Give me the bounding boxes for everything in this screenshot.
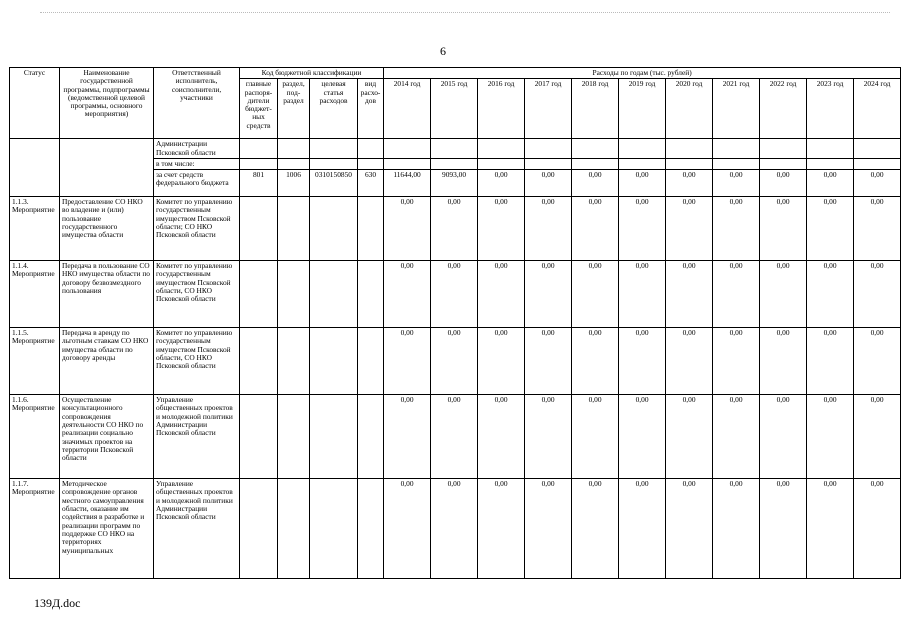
row-code-cell xyxy=(278,197,310,261)
row-value: 0,00 xyxy=(525,328,572,395)
row-value: 0,00 xyxy=(713,261,760,328)
federal-target: 0310150850 xyxy=(310,170,358,197)
col-year-2023: 2023 год xyxy=(807,79,854,139)
federal-value: 0,00 xyxy=(619,170,666,197)
row-value: 0,00 xyxy=(807,197,854,261)
row-value: 0,00 xyxy=(760,479,807,579)
row-value: 0,00 xyxy=(713,328,760,395)
row-value: 0,00 xyxy=(572,261,619,328)
row-name: Осуществление консультационного сопровождения деятельности СО НКО по реализации социально значимых проектов на территории Псковской области xyxy=(60,395,154,479)
federal-value: 0,00 xyxy=(713,170,760,197)
row-value: 0,00 xyxy=(572,479,619,579)
row-value: 0,00 xyxy=(807,479,854,579)
row-value: 0,00 xyxy=(807,261,854,328)
row-code-cell xyxy=(240,328,278,395)
including-label: в том числе: xyxy=(154,158,240,169)
federal-value: 0,00 xyxy=(525,170,572,197)
row-value: 0,00 xyxy=(760,197,807,261)
row-responsible: Управление общественных проектов и молодежной политики Администрации Псковской области xyxy=(154,479,240,579)
col-kind: вид расхо-дов xyxy=(358,79,384,139)
row-value: 0,00 xyxy=(384,261,431,328)
row-value: 0,00 xyxy=(760,261,807,328)
row-value: 0,00 xyxy=(619,328,666,395)
budget-table xyxy=(9,67,901,579)
row-value: 0,00 xyxy=(478,197,525,261)
row-value: 0,00 xyxy=(854,197,901,261)
row-value: 0,00 xyxy=(666,261,713,328)
header-row-1 xyxy=(10,68,901,79)
table-row xyxy=(10,479,901,579)
row-code-cell xyxy=(358,261,384,328)
row-status: 1.1.3. Мероприятие xyxy=(10,197,60,261)
federal-value: 0,00 xyxy=(478,170,525,197)
row-value: 0,00 xyxy=(572,328,619,395)
col-grbs: главные распоря-дители бюджет-ных средств xyxy=(240,79,278,139)
row-value: 0,00 xyxy=(854,479,901,579)
col-year-2019: 2019 год xyxy=(619,79,666,139)
row-responsible: Комитет по управлению государственным имуществом Псковской области; СО НКО Псковской области xyxy=(154,197,240,261)
row-code-cell xyxy=(278,328,310,395)
row-status: 1.1.7. Мероприятие xyxy=(10,479,60,579)
row-value: 0,00 xyxy=(572,197,619,261)
row-name: Передача в пользование СО НКО имущества области по договору безвозмездного пользования xyxy=(60,261,154,328)
row-value: 0,00 xyxy=(760,328,807,395)
federal-kind: 630 xyxy=(358,170,384,197)
col-year-2016: 2016 год xyxy=(478,79,525,139)
row-code-cell xyxy=(358,328,384,395)
row-value: 0,00 xyxy=(431,395,478,479)
row-value: 0,00 xyxy=(384,197,431,261)
row-status: 1.1.4. Мероприятие xyxy=(10,261,60,328)
row-value: 0,00 xyxy=(713,395,760,479)
row-status: 1.1.5. Мероприятие xyxy=(10,328,60,395)
federal-label: за счет средств федерального бюджета xyxy=(154,170,240,197)
row-value: 0,00 xyxy=(713,197,760,261)
top-border-line xyxy=(40,12,890,13)
row-responsible: Управление общественных проектов и молодежной политики Администрации Псковской области xyxy=(154,395,240,479)
table-row xyxy=(10,395,901,479)
table-row xyxy=(10,328,901,395)
table-row xyxy=(10,197,901,261)
federal-value: 11644,00 xyxy=(384,170,431,197)
row-value: 0,00 xyxy=(666,395,713,479)
federal-value: 9093,00 xyxy=(431,170,478,197)
row-code-cell xyxy=(310,197,358,261)
row-code-cell xyxy=(278,261,310,328)
row-value: 0,00 xyxy=(431,197,478,261)
row-code-cell xyxy=(310,328,358,395)
row-value: 0,00 xyxy=(384,328,431,395)
federal-value: 0,00 xyxy=(854,170,901,197)
row-value: 0,00 xyxy=(666,328,713,395)
table-row xyxy=(10,261,901,328)
row-value: 0,00 xyxy=(525,197,572,261)
row-value: 0,00 xyxy=(854,328,901,395)
row-value: 0,00 xyxy=(854,395,901,479)
row-code-cell xyxy=(310,261,358,328)
row-value: 0,00 xyxy=(478,328,525,395)
row-value: 0,00 xyxy=(431,479,478,579)
row-value: 0,00 xyxy=(807,328,854,395)
row-code-cell xyxy=(278,479,310,579)
row-code-cell xyxy=(310,479,358,579)
row-value: 0,00 xyxy=(525,479,572,579)
row-value: 0,00 xyxy=(619,395,666,479)
col-year-2017: 2017 год xyxy=(525,79,572,139)
row-status: 1.1.6. Мероприятие xyxy=(10,395,60,479)
row-value: 0,00 xyxy=(619,479,666,579)
row-code-cell xyxy=(358,395,384,479)
row-code-cell xyxy=(240,197,278,261)
col-target: целевая статья расходов xyxy=(310,79,358,139)
row-value: 0,00 xyxy=(525,261,572,328)
federal-section: 1006 xyxy=(278,170,310,197)
row-value: 0,00 xyxy=(478,261,525,328)
col-year-2024: 2024 год xyxy=(854,79,901,139)
row-code-cell xyxy=(240,479,278,579)
federal-value: 0,00 xyxy=(807,170,854,197)
col-year-2015: 2015 год xyxy=(431,79,478,139)
row-value: 0,00 xyxy=(384,479,431,579)
row-value: 0,00 xyxy=(478,479,525,579)
row-name: Предоставление СО НКО во владение и (или) пользование государственного имущества области xyxy=(60,197,154,261)
col-year-2021: 2021 год xyxy=(713,79,760,139)
row-value: 0,00 xyxy=(478,395,525,479)
federal-value: 0,00 xyxy=(666,170,713,197)
row-value: 0,00 xyxy=(431,261,478,328)
row-name: Методическое сопровождение органов местного самоуправления области, оказание им содействия в разработке и реализации программ по поддержке СО НКО на территориях муниципальных xyxy=(60,479,154,579)
row-value: 0,00 xyxy=(666,479,713,579)
row-value: 0,00 xyxy=(854,261,901,328)
col-year-2014: 2014 год xyxy=(384,79,431,139)
row-code-cell xyxy=(278,395,310,479)
row-code-cell xyxy=(358,479,384,579)
row-value: 0,00 xyxy=(666,197,713,261)
row-value: 0,00 xyxy=(619,197,666,261)
row-admin xyxy=(10,139,901,159)
activity-rows xyxy=(10,197,901,579)
admin-label: Администрации Псковской области xyxy=(154,139,240,159)
row-name: Передача в аренду по льготным ставкам СО НКО имущества области по договору аренды xyxy=(60,328,154,395)
row-value: 0,00 xyxy=(431,328,478,395)
col-budget-code: Код бюджетной классификации xyxy=(240,68,384,79)
row-code-cell xyxy=(310,395,358,479)
col-expenses: Расходы по годам (тыс. рублей) xyxy=(384,68,901,79)
row-code-cell xyxy=(240,395,278,479)
row-value: 0,00 xyxy=(807,395,854,479)
col-name: Наименование государственной программы, подпрограммы (ведомственной целевой программы, основного мероприятия) xyxy=(60,68,154,139)
col-year-2020: 2020 год xyxy=(666,79,713,139)
col-status: Статус xyxy=(10,68,60,139)
col-year-2018: 2018 год xyxy=(572,79,619,139)
row-code-cell xyxy=(240,261,278,328)
col-section: раздел, под-раздел xyxy=(278,79,310,139)
federal-value: 0,00 xyxy=(760,170,807,197)
row-responsible: Комитет по управлению государственным имуществом Псковской области, СО НКО Псковской области xyxy=(154,261,240,328)
col-responsible: Ответственный исполнитель, соисполнители, участники xyxy=(154,68,240,139)
federal-value: 0,00 xyxy=(572,170,619,197)
row-value: 0,00 xyxy=(572,395,619,479)
row-value: 0,00 xyxy=(713,479,760,579)
col-year-2022: 2022 год xyxy=(760,79,807,139)
page-number: 6 xyxy=(440,44,446,58)
row-value: 0,00 xyxy=(384,395,431,479)
row-value: 0,00 xyxy=(525,395,572,479)
row-code-cell xyxy=(358,197,384,261)
row-value: 0,00 xyxy=(760,395,807,479)
footer-filename: 139Д.doc xyxy=(34,596,81,610)
row-value: 0,00 xyxy=(619,261,666,328)
row-responsible: Комитет по управлению государственным имуществом Псковской области, СО НКО Псковской области xyxy=(154,328,240,395)
federal-grbs: 801 xyxy=(240,170,278,197)
